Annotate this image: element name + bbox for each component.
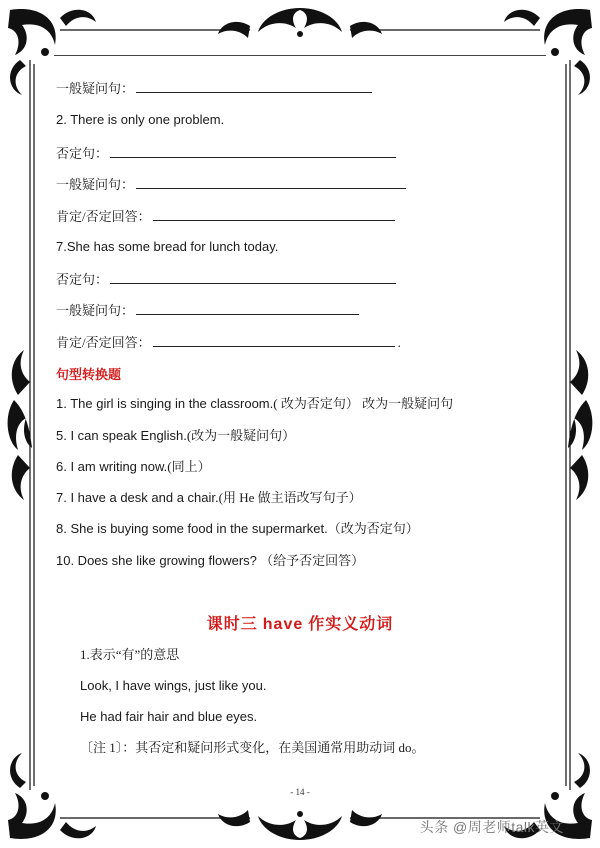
item-english: 5. I can speak English. — [56, 428, 187, 443]
item-english: 6. I am writing now. — [56, 459, 168, 474]
item-instruction: (用 He 做主语改写句子） — [218, 490, 362, 505]
q7-negative-line — [56, 271, 396, 288]
page-number: - 14 - — [290, 787, 310, 797]
q2-answer-line — [56, 208, 395, 225]
conversion-item — [56, 428, 295, 444]
item-instruction: （给予否定回答） — [256, 553, 365, 568]
answer-blank[interactable] — [136, 80, 372, 93]
q1-question-line — [56, 80, 372, 97]
answer-blank[interactable] — [136, 176, 406, 189]
corner-flourish-top-right — [504, 9, 592, 95]
conversion-item — [56, 459, 211, 475]
q2-negative-label: 否定句： — [56, 146, 109, 161]
item-english: 8. She is buying some food in the supermarket. — [56, 521, 328, 536]
q2-negative-line — [56, 145, 396, 162]
q7-negative-label: 否定句： — [56, 272, 109, 287]
example-sentence: Look, I have wings, just like you. — [80, 678, 267, 693]
example-sentence: He had fair hair and blue eyes. — [80, 709, 258, 724]
answer-blank[interactable] — [110, 271, 396, 284]
q2-question-line — [56, 176, 406, 193]
watermark: 头条 @周老师talk英文 — [419, 819, 564, 835]
lesson-title — [0, 611, 600, 634]
item-instruction: （改为否定句） — [327, 521, 419, 536]
q2-question-label: 一般疑问句： — [56, 177, 135, 192]
conversion-item — [56, 553, 364, 569]
right-side-flourish — [568, 350, 592, 500]
conversion-item — [56, 490, 362, 506]
header-rule — [54, 55, 546, 56]
q7-answer-line — [56, 334, 401, 351]
lesson-title-prefix: 课时三 — [206, 616, 263, 633]
answer-blank[interactable] — [153, 208, 395, 221]
section-heading: 句型转换题 — [56, 367, 122, 382]
lesson-title-suffix: 作实义动词 — [303, 616, 394, 633]
conversion-item — [56, 521, 419, 537]
q7-sentence: 7.She has some bread for lunch today. — [56, 239, 279, 254]
item-english: 10. Does she like growing flowers? — [56, 553, 257, 568]
q1-question-label: 一般疑问句： — [56, 81, 135, 96]
q7-question-label: 一般疑问句： — [56, 303, 135, 318]
q2-answer-label: 肯定/否定回答： — [56, 209, 151, 224]
conversion-item — [56, 396, 453, 412]
lesson-title-word: have — [262, 616, 304, 633]
item-english: 7. I have a desk and a chair. — [56, 490, 219, 505]
lesson-note: 〔注 1〕：其否定和疑问形式变化，在美国通常用助动词 do。 — [80, 740, 425, 755]
q2-sentence: 2. There is only one problem. — [56, 112, 225, 127]
bottom-center-flourish — [218, 810, 382, 840]
q7-answer-label: 肯定/否定回答： — [56, 335, 151, 350]
lesson-point: 1.表示“有”的意思 — [80, 647, 180, 662]
left-side-flourish — [8, 350, 32, 500]
top-center-flourish — [218, 8, 382, 38]
item-instruction: (同上） — [167, 459, 211, 474]
answer-blank[interactable] — [136, 302, 359, 315]
answer-blank[interactable] — [153, 334, 395, 347]
item-instruction: ( 改为否定句） 改为一般疑问句 — [273, 396, 454, 411]
answer-blank[interactable] — [110, 145, 396, 158]
period: . — [397, 335, 401, 350]
item-english: 1. The girl is singing in the classroom. — [56, 396, 274, 411]
q7-question-line — [56, 302, 359, 319]
item-instruction: (改为一般疑问句） — [186, 428, 296, 443]
